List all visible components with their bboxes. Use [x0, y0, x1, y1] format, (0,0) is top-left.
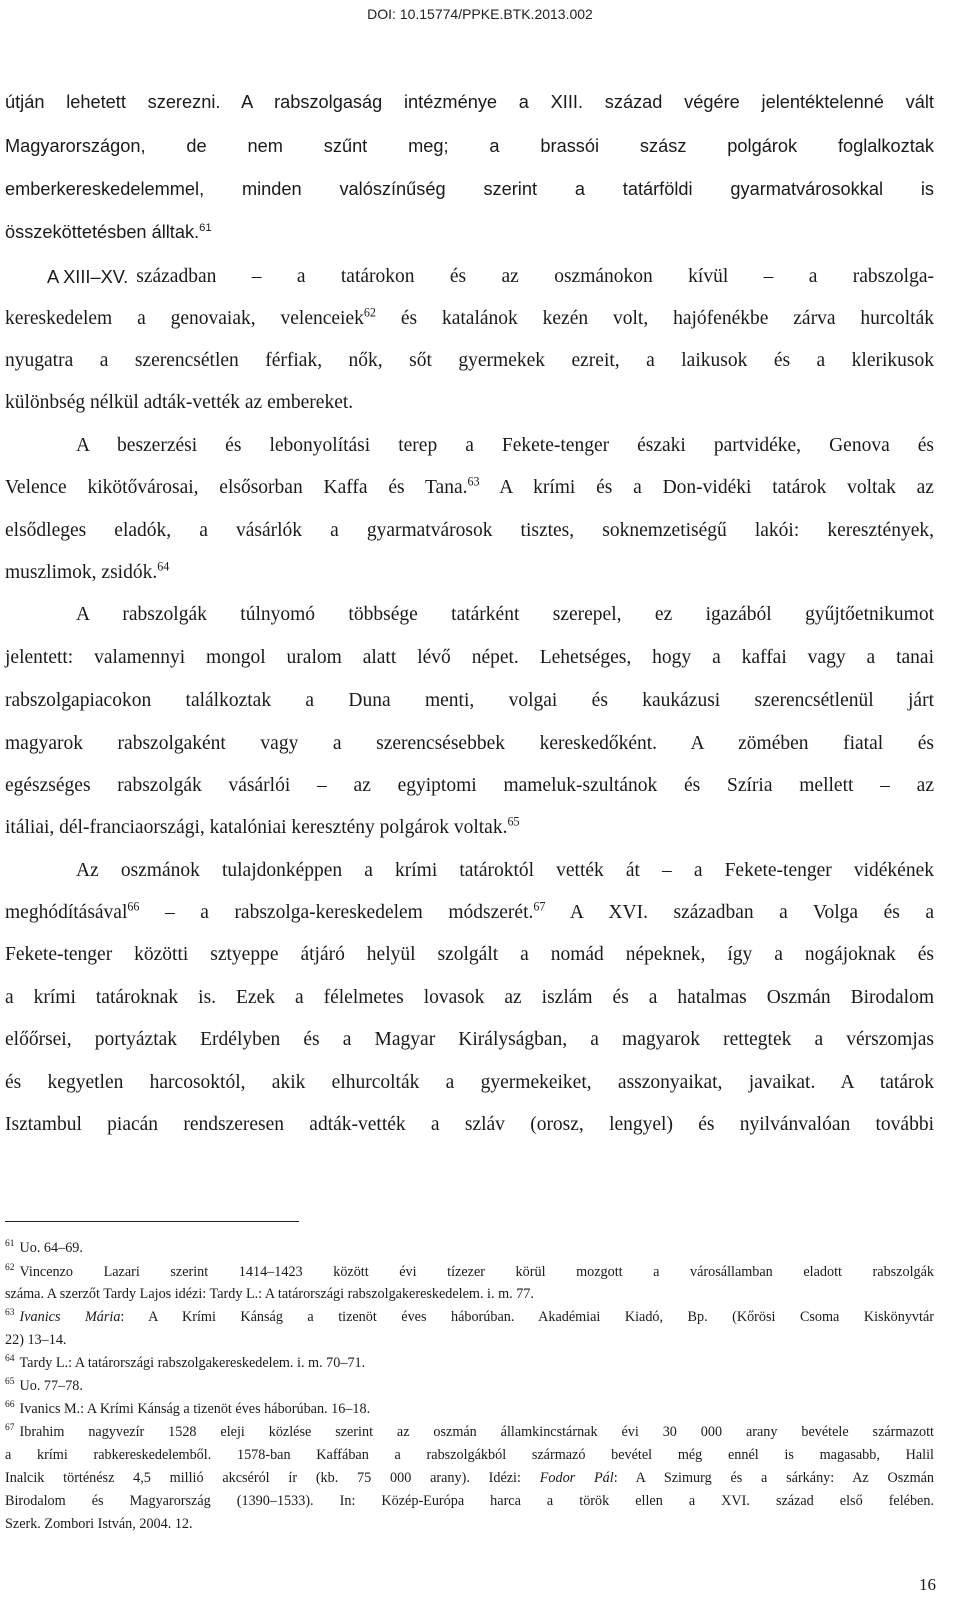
body-line: egészséges rabszolgák vásárlói – az egyiptomi mameluk-szultánok és Szíria mellett – az	[5, 775, 934, 796]
body-line: Magyarországon, de nem szűnt meg; a brassói szász polgárok foglalkoztak	[5, 136, 934, 156]
body-line: muszlimok, zsidók.$^{64}$	[5, 559, 170, 583]
footnote-67-cont: Szerk. Zombori István, 2004. 12.	[5, 1516, 193, 1532]
footnote-ref: 64	[157, 559, 170, 574]
footnote-ref: 61	[199, 221, 212, 234]
doi-header: DOI: 10.15774/PPKE.BTK.2013.002	[367, 6, 593, 22]
footnote-66: $^{66}$ Ivanics M.: A Krími Kánság a tizenöt éves háborúban. 16–18.	[5, 1400, 371, 1417]
footnote-63-cont: 22) 13–14.	[5, 1332, 67, 1348]
body-line: A rabszolgák túlnyomó többsége tatárként szerepel, ez igazából gyűjtőetnikumot	[76, 604, 934, 625]
footnote-63: $^{63}$ Ivanics Mária: A Krími Kánság a tizenöt éves háborúban. Akadémiai Kiadó, Bp. (Kőrösi Csoma Kiskönyvtár	[5, 1308, 934, 1325]
body-line: és kegyetlen harcosoktól, akik elhurcolták a gyermekeiket, asszonyaikat, javaikat. A tatárok	[5, 1072, 934, 1093]
body-line: útján lehetett szerezni. A rabszolgaság intézménye a XIII. század végére jelentéktelenné vált	[5, 92, 934, 112]
footnote-64: $^{64}$ Tardy L.: A tatárországi rabszolgakereskedelem. i. m. 70–71.	[5, 1354, 366, 1371]
body-line: magyarok rabszolgaként vagy a szerencsésebbek kereskedőként. A zömében fiatal és	[5, 733, 934, 754]
footnote-ref: 67	[533, 899, 546, 914]
body-line: emberkereskedelemmel, minden valószínűség szerint a tatárföldi gyarmatvárosokkal is	[5, 179, 934, 199]
body-line: jelentett: valamennyi mongol uralom alatt lévő népet. Lehetséges, hogy a kaffai vagy a tanai	[5, 647, 934, 668]
footnote-67: $^{67}$ Ibrahim nagyvezír 1528 eleji közlése szerint az oszmán államkincstárnak évi 30 000 arany bevétele származott	[5, 1423, 934, 1440]
page-number: 16	[919, 1575, 936, 1594]
body-line: nyugatra a szerencsétlen férfiak, nők, sőt gyermekek ezreit, a laikusok és a klerikusok	[5, 350, 934, 371]
body-line: Az oszmánok tulajdonképpen a krími tatároktól vették át – a Fekete-tenger vidékének	[76, 860, 934, 881]
body-line: Velence kikötővárosai, elsősorban Kaffa és Tana.$^{63}$ A krími és a Don-vidéki tatárok voltak az	[5, 474, 934, 498]
body-line: különbség nélkül adták-vették az embereket.	[5, 392, 354, 413]
body-line: meghódításával$^{66}$ – a rabszolga-kereskedelem módszerét.$^{67}$ A XVI. században a Volga és a	[5, 899, 935, 923]
body-line: a krími tatároknak is. Ezek a félelmetes lovasok az iszlám és a hatalmas Oszmán Birodalom	[5, 987, 934, 1008]
body-line: itáliai, dél-franciaországi, katalóniai keresztény polgárok voltak.$^{65}$	[5, 814, 520, 838]
body-line: összeköttetésben álltak.$^{61}$	[5, 221, 212, 242]
footnote-65: $^{65}$ Uo. 77–78.	[5, 1377, 83, 1394]
body-line: A XIII–XV. században – a tatárokon és az oszmánokon kívül – a rabszolga-	[47, 266, 934, 287]
body-line: kereskedelem a genovaiak, velenceiek$^{62}$ és katalánok kezén volt, hajófenékbe zárva hurcolták	[5, 305, 934, 329]
body-line: elsődleges eladók, a vásárlók a gyarmatvárosok tisztes, soknemzetiségű lakói: keresztények,	[5, 520, 934, 541]
footnote-ref: 65	[507, 814, 520, 829]
footnote-separator	[5, 1221, 299, 1222]
footnote-ref: 66	[127, 899, 140, 914]
footnote-67-cont: Inalcik történész 4,5 millió akcséról ír (kb. 75 000 arany). Idézi: Fodor Pál: A Szimurg és a sárkány: Az Oszmán	[5, 1470, 935, 1486]
footnote-ref: 63	[467, 474, 480, 489]
body-line: A beszerzési és lebonyolítási terep a Fekete-tenger északi partvidéke, Genova és	[76, 435, 934, 456]
body-line: Isztambul piacán rendszeresen adták-vették a szláv (orosz, lengyel) és nyilvánvalóan további	[5, 1114, 934, 1135]
body-line: Fekete-tenger közötti sztyeppe átjáró helyül szolgált a nomád népeknek, így a nogájoknak és	[5, 944, 934, 965]
footnote-67-cont: Birodalom és Magyarország (1390–1533). In: Közép-Európa harca a török ellen a XVI. század első felében.	[5, 1493, 934, 1509]
footnote-61: $^{61}$ Uo. 64–69.	[5, 1239, 83, 1256]
footnote-62-cont: száma. A szerzőt Tardy Lajos idézi: Tardy L.: A tatárországi rabszolgakereskedelem. i. m. 77.	[5, 1286, 534, 1302]
footnote-ref: 62	[363, 305, 376, 320]
footnote-62: $^{62}$ Vincenzo Lazari szerint 1414–1423 között évi tízezer körül mozgott a városállamban eladott rabszolgák	[5, 1263, 934, 1280]
footnote-67-cont: a krími rabkereskedelemből. 1578-ban Kaffában a rabszolgákból származó bevétel még ennél is magasabb, Halil	[5, 1447, 934, 1463]
body-line: rabszolgapiacokon találkoztak a Duna menti, volgai és kaukázusi szerencsétlenül járt	[5, 690, 934, 711]
body-line: előőrsei, portyáztak Erdélyben és a Magyar Királyságban, a magyarok rettegtek a vérszomjas	[5, 1029, 934, 1050]
